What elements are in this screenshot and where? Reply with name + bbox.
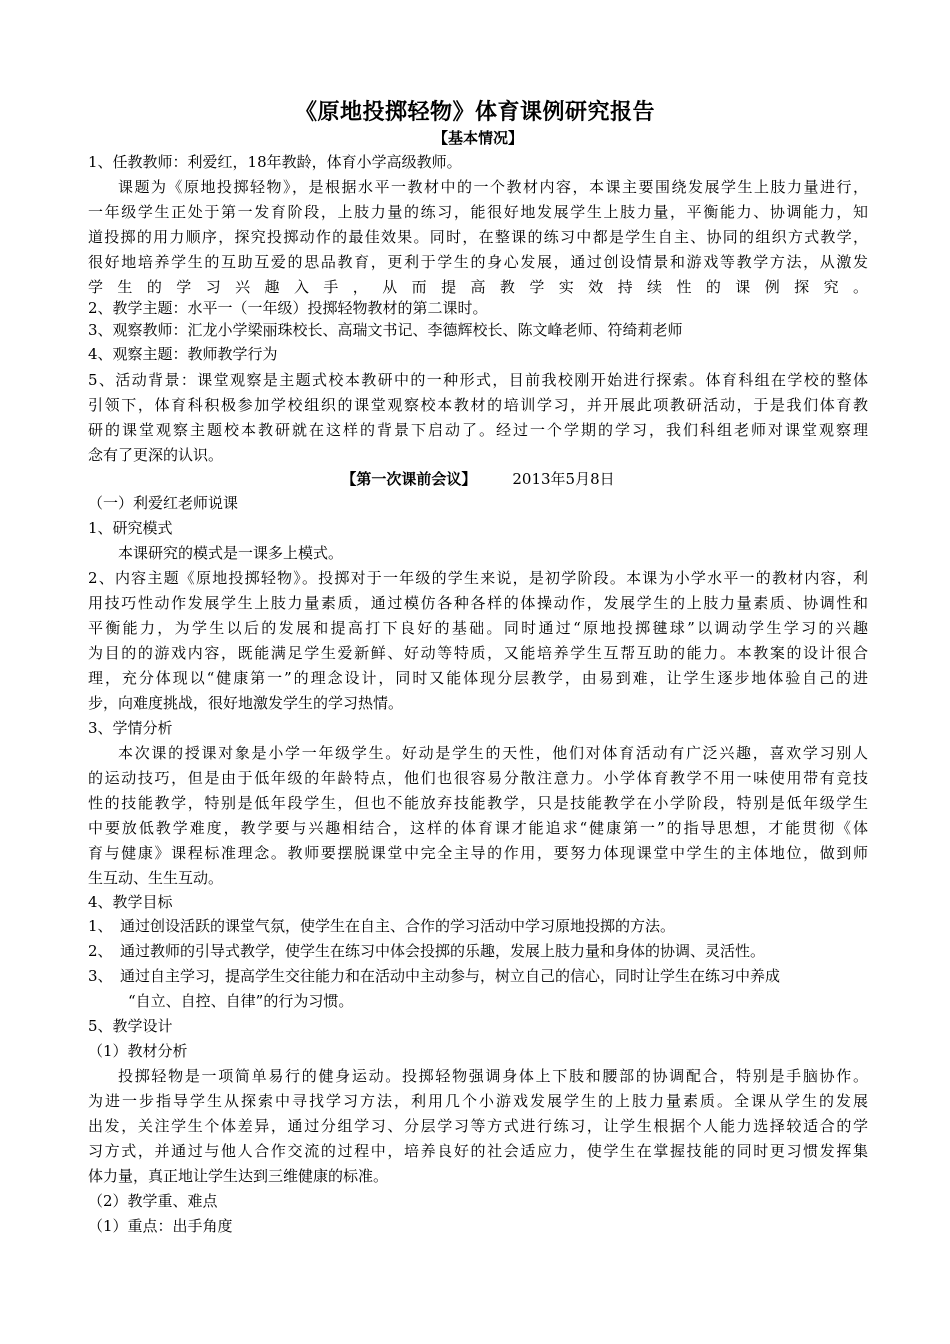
item-heading: 3、学情分析 (88, 719, 173, 737)
paragraph-line: 很好地培养学生的互助互爱的思品教育，更利于学生的身心发展，通过创设情景和游戏等教学方法，从激发 (88, 253, 868, 271)
paragraph-line: 一年级学生正处于第一发育阶段，上肢力量的练习，能很好地发展学生上肢力量，平衡能力、协调能力，知 (88, 203, 868, 221)
paragraph-line: 道投掷的用力顺序，探究投掷动作的最佳效果。同时，在整课的练习中都是学生自主、协同的组织方式教学， (88, 228, 868, 246)
paragraph-line: 育与健康》课程标准理念。教师要摆脱课堂中完全主导的作用，要努力体现课堂中学生的主体地位，做到师 (88, 844, 868, 862)
goal-item: 1、 通过创设活跃的课堂气氛，使学生在自主、合作的学习活动中学习原地投掷的方法。 (88, 917, 676, 935)
item-heading: 5、教学设计 (88, 1017, 173, 1035)
subitem-heading: （1）教材分析 (88, 1042, 188, 1060)
paragraph-line: 习方式，并通过与他人合作交流的过程中，培养良好的社会适应力，使学生在掌握技能的同时更习惯发挥集 (88, 1142, 868, 1160)
paragraph-line: 平衡能力，为学生以后的发展和提高打下良好的基础。同时通过“原地投掷毽球”以调动学生学习的兴趣 (88, 619, 868, 637)
meeting-date: 2013年5月8日 (512, 470, 615, 488)
meeting-heading: 【第一次课前会议】 (341, 470, 477, 488)
background-line: 研的课堂观察主题校本教研就在这样的背景下启动了。经过一个学期的学习，我们科组老师对课堂观察理 (88, 421, 868, 439)
paragraph-line: 投掷轻物是一项简单易行的健身运动。投掷轻物强调身体上下肢和腰部的协调配合，特别是手脑协作。 (118, 1067, 868, 1085)
meeting-heading-row (88, 467, 868, 492)
paragraph-line: 本次课的授课对象是小学一年级学生。好动是学生的天性，他们对体育活动有广泛兴趣，喜欢学习别人 (118, 744, 868, 762)
subsection-heading: （一）利爱红老师说课 (88, 494, 239, 512)
paragraph-line: 体力量，真正地让学生达到三维健康的标准。 (88, 1167, 389, 1185)
paragraph-line: 中要放低教学难度，教学要与兴趣相结合，这样的体育课才能追求“健康第一”的指导思想，才能贯彻《体 (88, 819, 868, 837)
paragraph-line: 步，向难度挑战，很好地激发学生的学习热情。 (88, 694, 404, 712)
section-heading-basic: 【基本情况】 (432, 129, 523, 147)
item-heading: 4、教学目标 (88, 893, 173, 911)
teacher-line: 1、任教教师：利爱红，18年教龄，体育小学高级教师。 (88, 153, 462, 171)
paragraph-line: 学生的学习兴趣入手，从而提高教学实效持续性的课例探究。 (88, 278, 868, 296)
background-line: 5、活动背景：课堂观察是主题式校本教研中的一种形式，目前我校刚开始进行探索。体育科组在学校的整体 (88, 371, 868, 389)
background-line: 念有了更深的认识。 (88, 446, 224, 464)
paragraph-line: 的运动技巧，但是由于低年级的年龄特点，他们也很容易分散注意力。小学体育教学不用一味使用带有竞技 (88, 769, 868, 787)
paragraph-line: 课题为《原地投掷轻物》，是根据水平一教材中的一个教材内容，本课主要围绕发展学生上肢力量进行， (118, 178, 868, 196)
paragraph-line: 用技巧性动作发展学生上肢力量素质，通过模仿各种各样的体操动作，发展学生的上肢力量素质、协调性和 (88, 594, 868, 612)
goal-item: 2、 通过教师的引导式教学，使学生在练习中体会投掷的乐趣，发展上肢力量和身体的协调、灵活性。 (88, 942, 766, 960)
paragraph-line: 性的技能教学，特别是低年段学生，但也不能放弃技能教学，只是技能教学在小学阶段，特别是低年级学生 (88, 794, 868, 812)
background-line: 引领下，体育科积极参加学校组织的课堂观察校本教材的培训学习，并开展此项教研活动，于是我们体育教 (88, 396, 868, 414)
paragraph-line: 出发，关注学生个体差异，通过分组学习、分层学习等方式进行练习，让学生根据个人能力选择较适合的学 (88, 1117, 868, 1135)
paragraph-line: 为目的的游戏内容，既能满足学生爱新鲜、好动等特质，又能培养学生互帮互助的能力。本教案的设计很合 (88, 644, 868, 662)
paragraph-line: 生互动、生生互动。 (88, 869, 224, 887)
theme-line: 2、教学主题：水平一（一年级）投掷轻物教材的第二课时。 (88, 299, 488, 317)
subitem-heading: （1）重点：出手角度 (88, 1217, 233, 1235)
paragraph-line: 2、内容主题《原地投掷轻物》。投掷对于一年级的学生来说，是初学阶段。本课为小学水平一的教材内容，利 (88, 569, 868, 587)
subitem-heading: （2）教学重、难点 (88, 1192, 218, 1210)
paragraph-line: 为进一步指导学生从探索中寻找学习方法，利用几个小游戏发展学生的上肢力量素质。全课从学生的发展 (88, 1092, 868, 1110)
paragraph-line: 本课研究的模式是一课多上模式。 (118, 544, 344, 562)
observers-line: 3、观察教师：汇龙小学梁丽珠校长、高瑞文书记、李德辉校长、陈文峰老师、符绮莉老师 (88, 321, 683, 339)
goal-item-continued: “自立、自控、自律”的行为习惯。 (128, 992, 354, 1010)
observation-theme-line: 4、观察主题：教师教学行为 (88, 345, 278, 363)
item-heading: 1、研究模式 (88, 519, 173, 537)
paragraph-line: 理，充分体现以“健康第一”的理念设计，同时又能体现分层教学，由易到难，让学生逐步地体验自己的进 (88, 669, 868, 687)
document-title: 《原地投掷轻物》体育课例研究报告 (294, 99, 655, 125)
goal-item: 3、 通过自主学习，提高学生交往能力和在活动中主动参与，树立自己的信心，同时让学生在练习中养成 (88, 967, 781, 985)
